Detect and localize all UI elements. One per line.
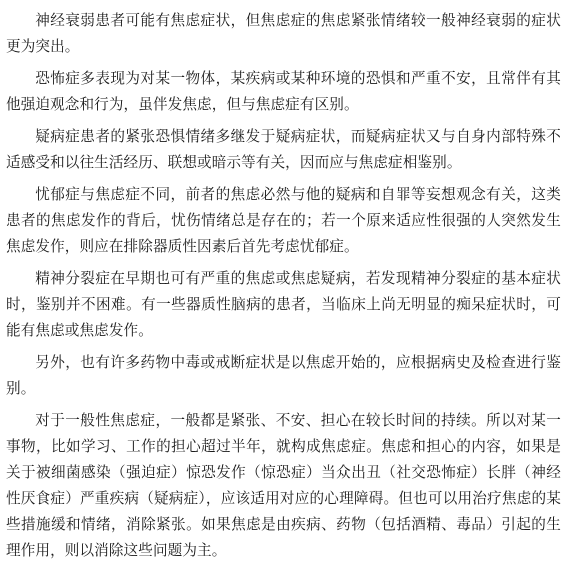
paragraph-drug-withdrawal: 另外，也有许多药物中毒或戒断症状是以焦虑开始的，应根据病史及检查进行鉴别。 [6, 354, 561, 397]
paragraph-schizophrenia: 精神分裂症在早期也可有严重的焦虑或焦虑疑病，若发现精神分裂症的基本症状时，鉴别并不困难。有一些器质性脑病的患者，当临床上尚无明显的痴呆症状时，可能有焦虑或焦虑发作。 [6, 270, 561, 339]
paragraph-phobia: 恐怖症多表现为对某一物体，某疾病或某种环境的恐惧和严重不安，且常伴有其他强迫观念和行为，虽伴发焦虑，但与焦虑症有区别。 [6, 70, 561, 113]
paragraph-general-anxiety: 对于一般性焦虑症，一般都是紧张、不安、担心在较长时间的持续。所以对某一事物，比如学习、工作的担心超过半年，就构成焦虑症。焦虑和担心的内容，如果是关于被细菌感染（强迫症）惊恐发作（惊恐症）当众出丑（社交恐怖症）长胖（神经性厌食症）严重疾病（疑病症），应该适用对应的心理障碍。但也可以用治疗焦虑的某些措施缓和情绪，消除紧张。如果焦虑是由疾病、药物（包括酒精、毒品）引起的生理作用，则以消除这些问题为主。 [6, 412, 561, 559]
paragraph-depression: 忧郁症与焦虑症不同，前者的焦虑必然与他的疑病和自罪等妄想观念有关，这类患者的焦虑发作的背后，忧伤情绪总是存在的；若一个原来适应性很强的人突然发生焦虑发作，则应在排除器质性因素后首先考虑忧郁症。 [6, 186, 561, 255]
paragraph-hypochondria: 疑病症患者的紧张恐惧情绪多继发于疑病症状，而疑病症状又与自身内部特殊不适感受和以往生活经历、联想或暗示等有关，因而应与焦虑症相鉴别。 [6, 128, 561, 171]
paragraph-neurasthenia: 神经衰弱患者可能有焦虑症状，但焦虑症的焦虑紧张情绪较一般神经衰弱的症状更为突出。 [6, 12, 561, 55]
